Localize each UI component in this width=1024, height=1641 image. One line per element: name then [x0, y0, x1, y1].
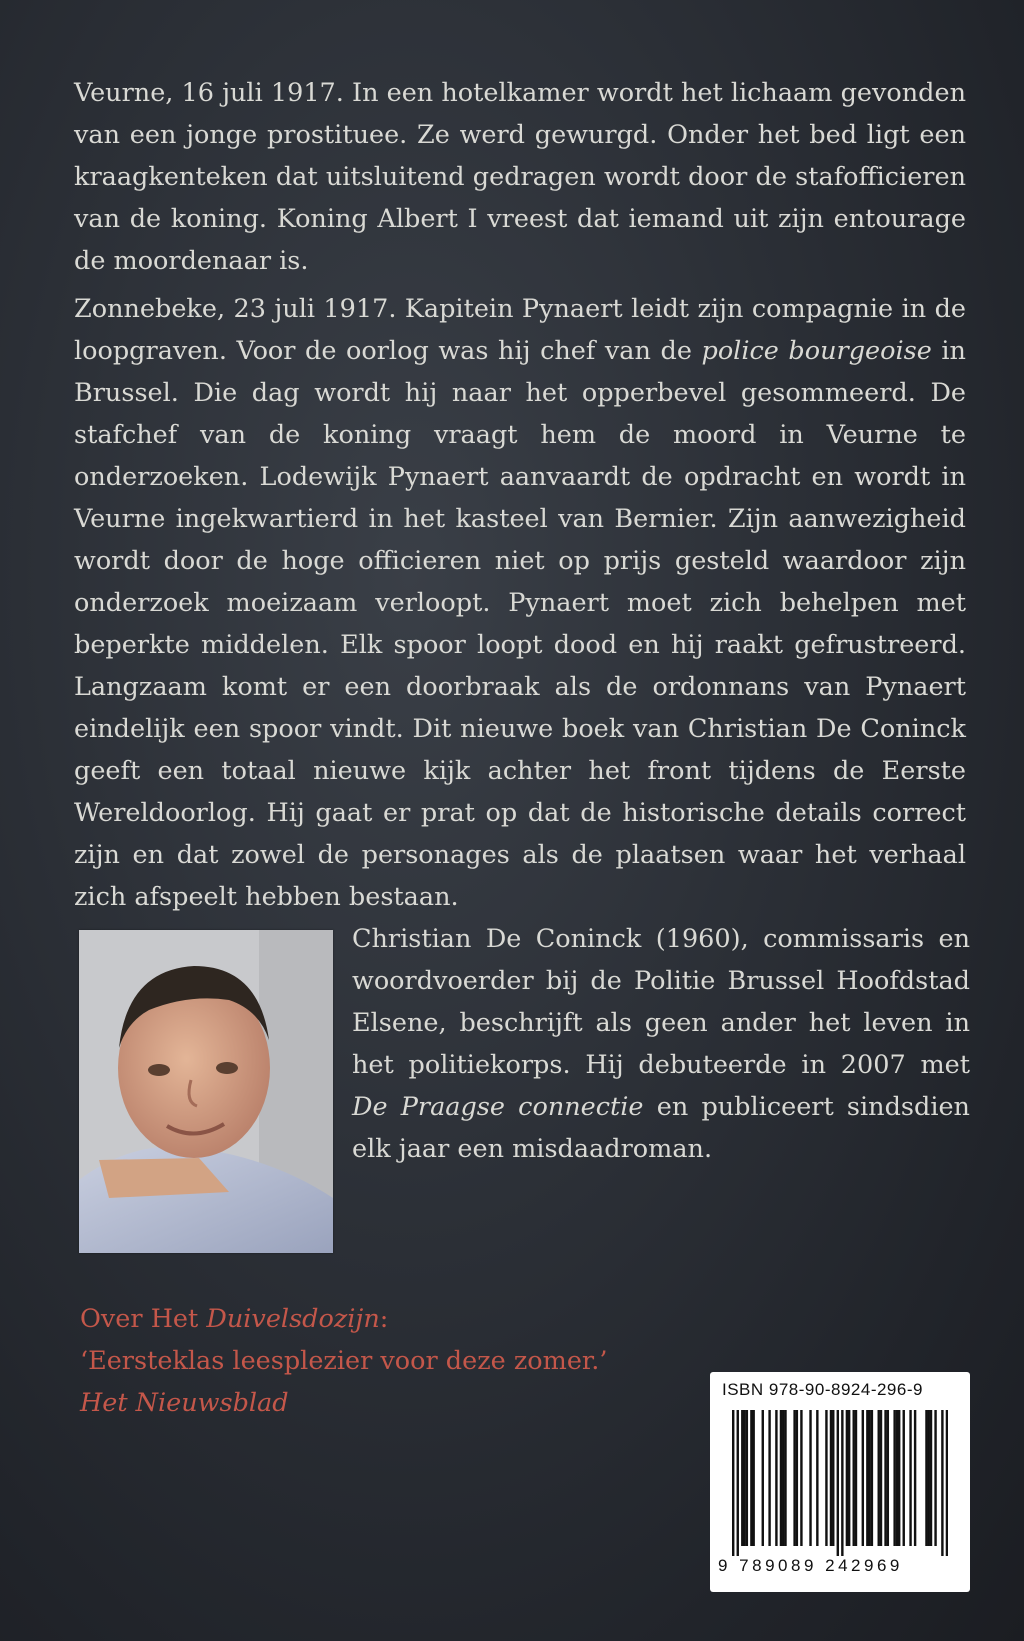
barcode-bar — [796, 1410, 798, 1546]
blurb-p2-text-a: Zonnebeke, 23 juli 1917. Kapitein Pynaert leidt zijn compagnie in de loopgraven. Voor de oorlog was hij chef van de — [74, 294, 966, 366]
author-bio — [352, 918, 970, 1170]
review-colon: : — [379, 1304, 389, 1334]
barcode-bar — [930, 1410, 932, 1546]
barcode-bar — [868, 1410, 870, 1546]
barcode-bar — [780, 1410, 782, 1546]
review-source-name: Het Nieuwsblad — [80, 1388, 289, 1418]
barcode-bar — [862, 1410, 864, 1546]
barcode-bar — [762, 1410, 764, 1546]
barcode-bar — [750, 1410, 752, 1546]
barcode-bar — [800, 1410, 802, 1546]
barcode-bar — [784, 1410, 786, 1546]
barcode-bar — [941, 1410, 943, 1556]
barcode-bar — [768, 1410, 770, 1546]
barcode-bar — [746, 1410, 748, 1546]
barcode-bar — [925, 1410, 927, 1546]
author-bio-text-b: en publiceert sindsdien elk jaar een misdaadroman. — [352, 1092, 970, 1164]
author-bio-book-title: De Praagse connectie — [352, 1092, 644, 1122]
barcode-bar — [855, 1410, 857, 1546]
barcode-bar — [732, 1410, 734, 1556]
barcode-bar — [848, 1410, 850, 1546]
blurb-p2-italic: police bourgeoise — [701, 336, 932, 366]
barcode-bar — [737, 1410, 739, 1556]
barcode-label — [710, 1372, 970, 1592]
author-photo — [79, 930, 333, 1253]
review-quote-block — [80, 1298, 640, 1424]
barcode-bar — [871, 1410, 873, 1546]
author-portrait-illustration — [79, 930, 333, 1253]
author-bio-text-a: Christian De Coninck (1960), commissaris en woordvoerder bij de Politie Brussel Hoofdstad Elsene, beschrijft als geen ander het leven in het politiekorps. Hij debuteerde in 2007 met — [352, 924, 970, 1080]
barcode-bar — [903, 1410, 905, 1546]
blurb-paragraph-2 — [74, 288, 966, 918]
barcode-bar — [741, 1410, 743, 1546]
barcode-bar — [830, 1410, 832, 1546]
barcode-bar — [837, 1410, 839, 1556]
barcode-bar — [878, 1410, 880, 1546]
barcode-bar — [884, 1410, 886, 1546]
review-intro: Over Het — [80, 1304, 207, 1334]
barcode-bar — [887, 1410, 889, 1546]
barcode-bar — [880, 1410, 882, 1546]
barcode-bar — [825, 1410, 827, 1546]
blurb-paragraph-1: Veurne, 16 juli 1917. In een hotelkamer wordt het lichaam gevonden van een jonge prostituee. Ze werd gewurgd. Onder het bed ligt een kraagkenteken dat uitsluitend gedragen wordt door de stafofficieren van de koning. Koning Albert I vreest dat iemand uit zijn entourage de moordenaar is. — [74, 78, 966, 276]
isbn-text: ISBN 978-90-8924-296-9 — [722, 1380, 923, 1399]
barcode-bar — [846, 1410, 848, 1546]
review-book-title: Duivelsdozijn — [206, 1304, 380, 1334]
barcode-bars — [732, 1410, 948, 1556]
barcode-digits: 9 789089 242969 — [718, 1556, 903, 1575]
barcode-bar — [928, 1410, 930, 1546]
barcode-bar — [893, 1410, 895, 1546]
barcode-bar — [909, 1410, 911, 1546]
barcode-bar — [853, 1410, 855, 1546]
barcode-bar — [809, 1410, 811, 1546]
barcode-bar — [934, 1410, 936, 1546]
barcode-bar — [775, 1410, 777, 1546]
review-quote: ‘Eersteklas leesplezier voor deze zomer.’ — [80, 1346, 608, 1376]
barcode-bar — [914, 1410, 916, 1546]
barcode-bar — [743, 1410, 745, 1546]
barcode-bar — [793, 1410, 795, 1546]
barcode-bar — [752, 1410, 754, 1546]
barcode-bar — [946, 1410, 948, 1556]
barcode-bar — [898, 1410, 900, 1546]
barcode-bar — [782, 1410, 784, 1546]
review-source — [80, 1382, 640, 1424]
barcode-bar — [896, 1410, 898, 1546]
blurb-p2-text-b: in Brussel. Die dag wordt hij naar het opperbevel gesommeerd. De stafchef van de koning vraagt hem de moord in Veurne te onderzoeken. Lodewijk Pynaert aanvaardt de opdracht en wordt in Veurne ingekwartierd in het kasteel van Bernier. Zijn aanwezigheid wordt door de hoge officieren niet op prijs gesteld waardoor zijn onderzoek moeizaam verloopt. Pynaert moet zich behelpen met beperkte middelen. Elk spoor loopt dood en hij raakt gefrustreerd. Langzaam komt er een doorbraak als de ordonnans van Pynaert eindelijk een spoor vindt. Dit nieuwe boek van Christian De Coninck geeft een totaal nieuwe kijk achter het front tijdens de Eerste Wereldoorlog. Hij gaat er prat op dat de historische details correct zijn en dat zowel de personages als de plaatsen waar het verhaal zich afspeelt hebben bestaan. — [74, 336, 966, 912]
barcode-bar — [832, 1410, 834, 1546]
barcode-bar — [816, 1410, 818, 1546]
barcode-bar — [866, 1410, 868, 1546]
review-intro-line — [80, 1298, 640, 1340]
barcode-bar — [841, 1410, 843, 1556]
